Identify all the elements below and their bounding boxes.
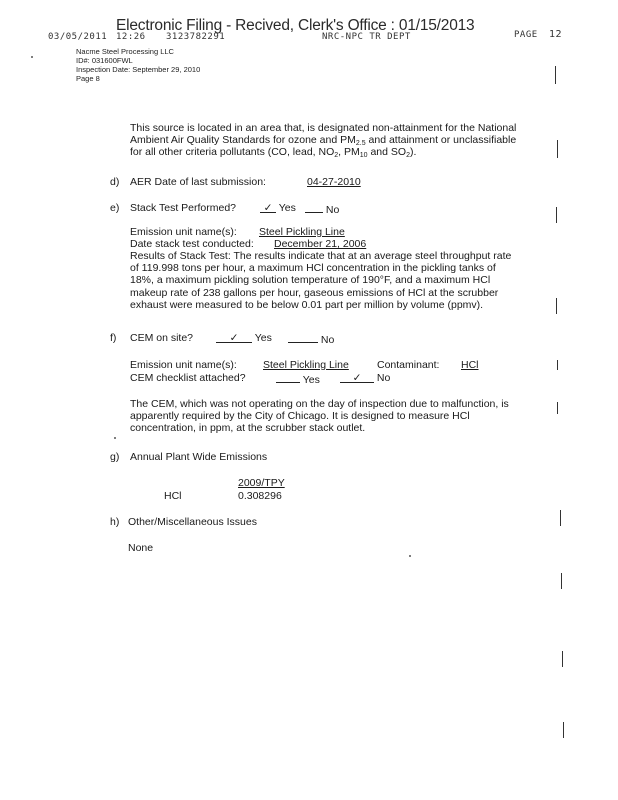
letterhead-page: Page 8 <box>76 74 100 83</box>
fax-time: 12:26 <box>116 32 146 42</box>
letterhead-id: ID#: 031600FWL <box>76 56 133 65</box>
stack-no-option <box>305 202 339 216</box>
stack-no-label: No <box>325 204 340 216</box>
cem-marker: f) <box>110 332 117 344</box>
revision-bar <box>557 360 558 370</box>
scan-speck <box>409 555 411 557</box>
cem-check: ✓ <box>216 332 252 343</box>
intro-line-3-c: and SO <box>367 146 407 159</box>
cem-unit-value: Steel Pickling Line <box>263 359 349 371</box>
intro-line-2-b: and attainment or unclassifiable <box>365 134 517 147</box>
stack-marker: e) <box>110 202 120 214</box>
cem-checklist-label: CEM checklist attached? <box>130 372 246 384</box>
cem-yes-label: Yes <box>254 332 272 344</box>
fax-date: 03/05/2011 <box>48 32 108 42</box>
emissions-pollutant: HCl <box>164 490 182 502</box>
stack-results-line: 18%, a maximum pickling solution temperature of 190°F, and a maximum HCl <box>130 274 491 287</box>
cem-checklist-no-label: No <box>376 372 391 384</box>
revision-bar <box>556 207 557 223</box>
fax-dept: NRC-NPC TR DEPT <box>322 32 411 42</box>
stack-results-line: Results of Stack Test: The results indicate that at an average steel throughput rate <box>130 250 512 262</box>
fax-page-number: 12 <box>549 29 563 40</box>
stack-no-blank <box>305 202 323 213</box>
intro-line-3 <box>130 146 570 158</box>
cem-contaminant-value: HCl <box>461 359 479 371</box>
fax-number: 3123782291 <box>166 32 226 42</box>
intro-line-1: This source is located in an area that, is designated non-attainment for the National <box>130 122 517 134</box>
cem-no-option <box>288 332 334 346</box>
revision-bar <box>560 510 561 526</box>
stack-date-label: Date stack test conducted: <box>130 238 254 250</box>
cem-note <box>130 398 570 435</box>
stack-date-value: December 21, 2006 <box>274 238 367 250</box>
revision-bar <box>561 573 562 589</box>
stack-unit-value: Steel Pickling Line <box>259 226 345 238</box>
cem-no-label: No <box>320 334 335 346</box>
aer-value: 04-27-2010 <box>307 176 361 188</box>
cem-checklist-yes-option <box>276 372 320 386</box>
other-marker: h) <box>110 516 120 528</box>
revision-bar <box>562 651 563 667</box>
emissions-column-header: 2009/TPY <box>238 477 285 489</box>
letterhead-inspection-date: Inspection Date: September 29, 2010 <box>76 65 201 74</box>
other-title: Other/Miscellaneous Issues <box>128 516 257 528</box>
intro-line-3-sub2: 10 <box>359 152 368 160</box>
aer-marker: d) <box>110 176 120 188</box>
stack-question: Stack Test Performed? <box>130 202 237 214</box>
cem-question: CEM on site? <box>130 332 194 344</box>
intro-line-3-sub1: 2 <box>334 152 339 160</box>
other-value: None <box>128 542 154 554</box>
stack-unit-label: Emission unit name(s): <box>130 226 237 238</box>
revision-bar <box>556 298 557 314</box>
filing-stamp: Electronic Filing - Recived, Clerk's Office : 01/15/2013 <box>116 17 475 34</box>
stack-yes-option <box>260 202 296 214</box>
intro-line-2-a: Ambient Air Quality Standards for ozone and PM <box>130 134 356 147</box>
scan-speck <box>31 56 33 58</box>
intro-line-3-a: for all other criteria pollutants (CO, lead, NO <box>130 146 335 159</box>
revision-bar <box>557 140 558 158</box>
cem-note-line: concentration, in ppm, at the scrubber stack outlet. <box>130 422 366 435</box>
letterhead-company: Nacme Steel Processing LLC <box>76 47 174 56</box>
emissions-title: Annual Plant Wide Emissions <box>130 451 268 463</box>
letterhead <box>76 47 200 83</box>
cem-checklist-yes-blank <box>276 372 300 383</box>
emissions-marker: g) <box>110 451 120 463</box>
cem-note-line: apparently required by the City of Chicago. It is designed to measure HCl <box>130 410 470 423</box>
revision-bar <box>563 722 564 738</box>
revision-bar <box>557 402 558 414</box>
stack-yes-label: Yes <box>278 202 296 214</box>
intro-paragraph <box>130 122 570 159</box>
intro-line-3-d: ). <box>409 146 417 159</box>
stack-check: ✓ <box>260 202 276 213</box>
intro-line-2 <box>130 134 570 146</box>
cem-checklist-yes-label: Yes <box>302 374 320 386</box>
stack-results-line: exhaust were measured to be below 0.01 part per million by volume (ppmv). <box>130 298 484 311</box>
stack-results <box>130 250 570 311</box>
aer-label: AER Date of last submission: <box>130 176 266 188</box>
scan-speck <box>114 437 116 439</box>
cem-unit-label: Emission unit name(s): <box>130 359 237 371</box>
cem-yes-option <box>216 332 272 344</box>
stack-results-line: makeup rate of 238 gallons per hour, gaseous emissions of HCl at the scrubber <box>130 286 499 299</box>
intro-line-3-b: , PM <box>338 146 360 159</box>
stack-results-line: of 119.998 tons per hour, a maximum HCl concentration in the pickling tanks of <box>130 262 496 275</box>
intro-line-2-sub: 2.5 <box>355 140 366 148</box>
cem-no-blank <box>288 332 318 343</box>
cem-checklist-no-option <box>340 372 390 384</box>
intro-line-3-sub3: 2 <box>406 152 410 160</box>
fax-page-label: PAGE <box>514 30 538 40</box>
cem-note-line: The CEM, which was not operating on the day of inspection due to malfunction, is <box>130 398 509 410</box>
cem-contaminant-label: Contaminant: <box>377 359 440 371</box>
emissions-value: 0.308296 <box>238 490 282 502</box>
cem-checklist-check: ✓ <box>340 372 374 383</box>
revision-bar <box>555 66 556 84</box>
